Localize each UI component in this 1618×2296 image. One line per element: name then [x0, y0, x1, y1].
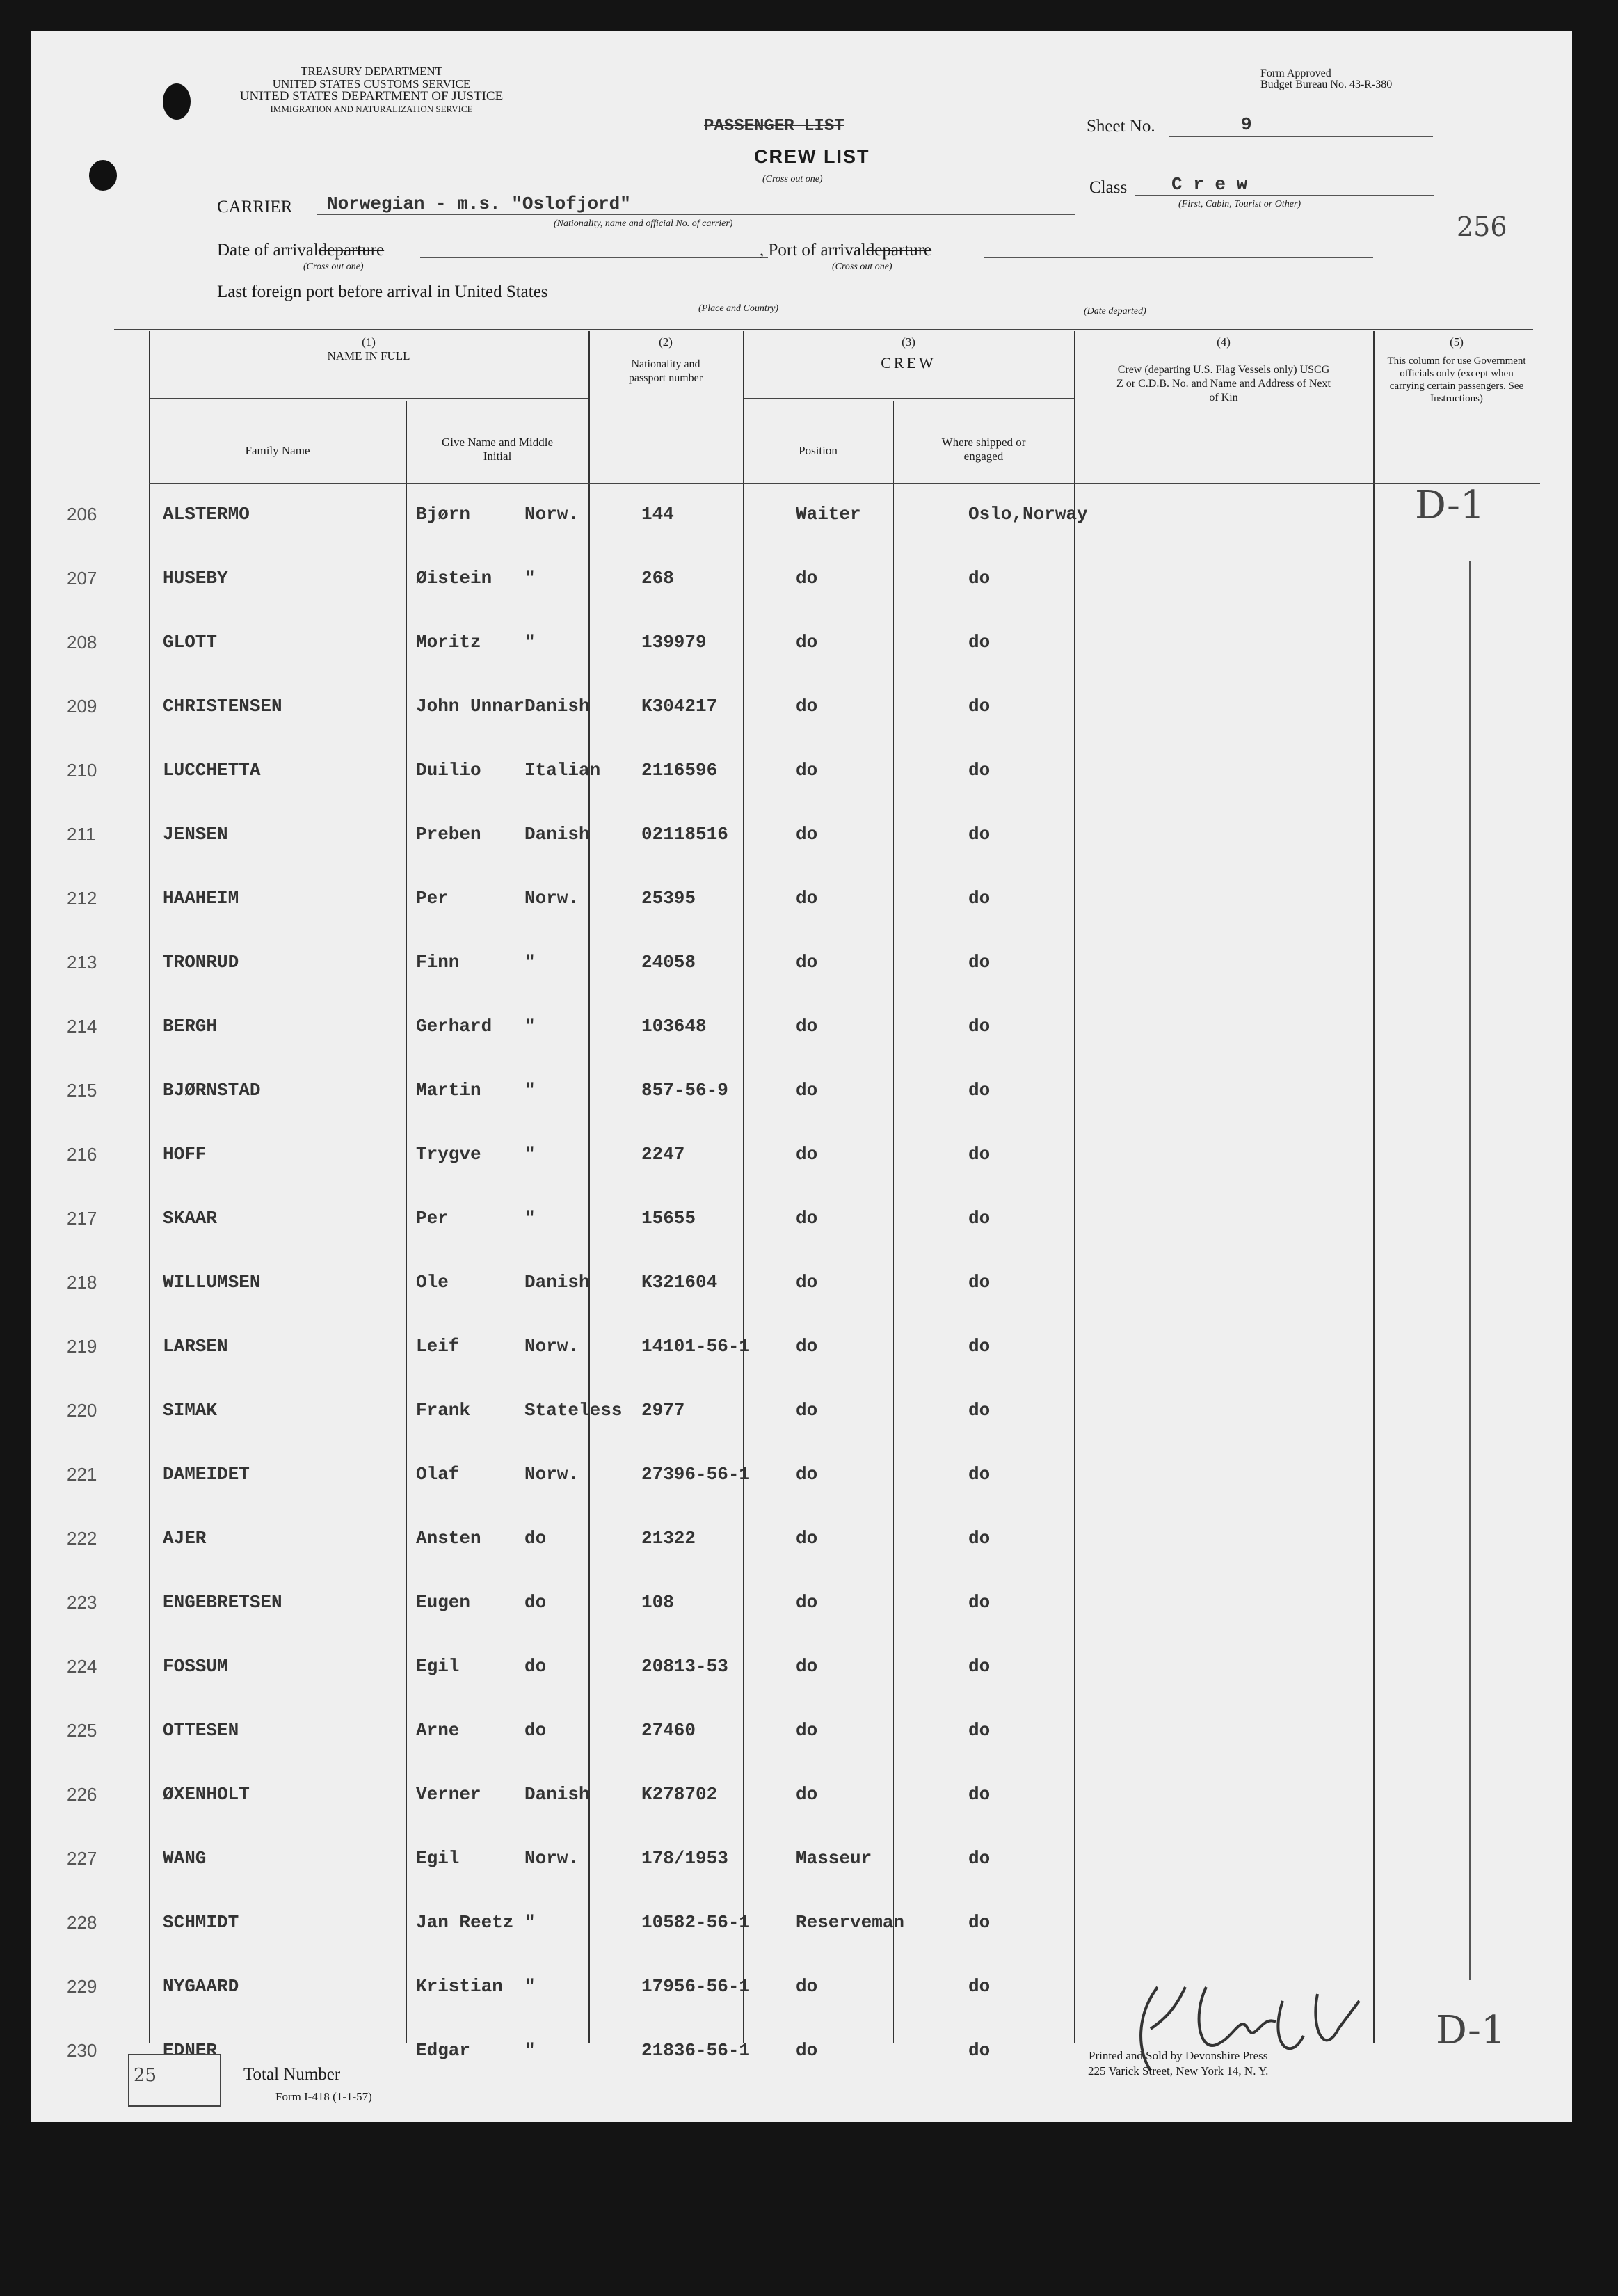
- table-row: [67, 1572, 1540, 1636]
- position: do: [796, 1592, 818, 1613]
- family-name: HAAHEIM: [163, 888, 239, 909]
- row-number: 221: [67, 1464, 97, 1485]
- row-number: 215: [67, 1080, 97, 1101]
- passport-number: 10582-56-1: [641, 1912, 751, 1933]
- where-engaged: do: [968, 1336, 991, 1357]
- row-number: 229: [67, 1976, 97, 1997]
- where-engaged: do: [968, 696, 991, 717]
- row-number: 207: [67, 568, 97, 589]
- row-number: 211: [67, 824, 96, 845]
- passport-number: 27396-56-1: [641, 1464, 751, 1485]
- given-name: Egil: [416, 1656, 460, 1677]
- row-number: 230: [67, 2040, 97, 2061]
- nationality: Italian: [524, 760, 601, 781]
- where-engaged: do: [968, 1080, 991, 1101]
- agency-line: UNITED STATES CUSTOMS SERVICE: [272, 77, 471, 90]
- row-number: 210: [67, 760, 97, 781]
- given-name: Trygve: [416, 1144, 481, 1165]
- nationality: ": [524, 2040, 536, 2061]
- nationality: Norw.: [524, 1336, 579, 1357]
- given-name: Arne: [416, 1720, 460, 1741]
- nationality: Norw.: [524, 504, 579, 525]
- where-engaged: do: [968, 632, 991, 653]
- family-name: BERGH: [163, 1016, 218, 1037]
- page-number: 256: [1457, 212, 1507, 242]
- position: do: [796, 1336, 818, 1357]
- crew-table: [67, 331, 1540, 2084]
- row-number: 226: [67, 1784, 97, 1805]
- family-name: SIMAK: [163, 1400, 218, 1421]
- nationality: Danish: [524, 1784, 590, 1805]
- carrier-hint: (Nationality, name and official No. of carrier): [554, 218, 733, 229]
- last-port-label: Last foreign port before arrival in United States: [217, 282, 548, 301]
- row-number: 225: [67, 1720, 97, 1741]
- given-name: Finn: [416, 952, 460, 973]
- passport-number: 178/1953: [641, 1848, 728, 1869]
- row-number: 220: [67, 1400, 97, 1421]
- position: do: [796, 1784, 818, 1805]
- nationality: Danish: [524, 1272, 590, 1293]
- given-name: Preben: [416, 824, 481, 845]
- table-row: [67, 1060, 1540, 1124]
- passport-number: 103648: [641, 1016, 707, 1037]
- family-name: WILLUMSEN: [163, 1272, 261, 1293]
- table-row: [67, 1700, 1540, 1764]
- row-number: 227: [67, 1848, 97, 1869]
- table-row: [67, 932, 1540, 996]
- nationality: ": [524, 952, 536, 973]
- table-row: [67, 1508, 1540, 1572]
- where-engaged: do: [968, 1208, 991, 1229]
- where-engaged: do: [968, 1912, 991, 1933]
- position: do: [796, 1720, 818, 1741]
- nationality: ": [524, 1016, 536, 1037]
- nationality: Danish: [524, 696, 590, 717]
- given-name: Verner: [416, 1784, 481, 1805]
- nationality: Norw.: [524, 1848, 579, 1869]
- sheet-label: Sheet No.: [1087, 117, 1155, 136]
- class-value: C r e w: [1171, 174, 1248, 195]
- agency-block: [239, 65, 504, 115]
- row-number: 216: [67, 1144, 97, 1165]
- where-engaged: do: [968, 952, 991, 973]
- position: do: [796, 1400, 818, 1421]
- nationality: ": [524, 1080, 536, 1101]
- given-name: Olaf: [416, 1464, 460, 1485]
- table-row: [67, 996, 1540, 1060]
- port-label: , Port of arrivaldeparture: [760, 241, 932, 260]
- table-row: [67, 1892, 1540, 1956]
- nationality: Stateless: [524, 1400, 623, 1421]
- col1-header: (1) NAME IN FULL: [327, 335, 410, 362]
- passport-number: K304217: [641, 696, 718, 717]
- passport-number: 857-56-9: [641, 1080, 728, 1101]
- family-name: DAMEIDET: [163, 1464, 250, 1485]
- where-engaged: do: [968, 1464, 991, 1485]
- family-name: FOSSUM: [163, 1656, 228, 1677]
- given-name: Frank: [416, 1400, 471, 1421]
- row-number: 214: [67, 1016, 97, 1037]
- row-number: 224: [67, 1656, 97, 1677]
- where-engaged: do: [968, 1656, 991, 1677]
- family-name: ENGEBRETSEN: [163, 1592, 282, 1613]
- family-name: CHRISTENSEN: [163, 696, 282, 717]
- family-name: NYGAARD: [163, 1976, 239, 1997]
- table-row: [67, 1316, 1540, 1380]
- class-label: Class: [1089, 178, 1128, 197]
- agency-line: TREASURY DEPARTMENT: [300, 65, 443, 78]
- family-name: EDNER: [163, 2040, 218, 2061]
- date-hint: (Cross out one): [303, 262, 364, 272]
- where-engaged: do: [968, 1720, 991, 1741]
- page-title: CREW LIST: [754, 146, 870, 167]
- table-row: [67, 1764, 1540, 1828]
- where-engaged: do: [968, 2040, 991, 2061]
- family-name: LARSEN: [163, 1336, 228, 1357]
- class-hint: (First, Cabin, Tourist or Other): [1178, 199, 1301, 209]
- passport-number: 144: [641, 504, 674, 525]
- position: do: [796, 632, 818, 653]
- position: do: [796, 1464, 818, 1485]
- row-number: 206: [67, 504, 97, 525]
- struck-title: PASSENGER LIST: [704, 117, 844, 136]
- position: do: [796, 1208, 818, 1229]
- col2-header: (2) Nationality and passport number: [628, 335, 703, 384]
- nationality: Norw.: [524, 888, 579, 909]
- position: do: [796, 696, 818, 717]
- nationality: ": [524, 1976, 536, 1997]
- passport-number: 139979: [641, 632, 707, 653]
- family-name: HOFF: [163, 1144, 207, 1165]
- family-name: ØXENHOLT: [163, 1784, 250, 1805]
- table-row: [67, 1444, 1540, 1508]
- ink-blot: [163, 83, 191, 120]
- table-row: [67, 1252, 1540, 1316]
- row-number: 228: [67, 1912, 97, 1933]
- table-row: [67, 868, 1540, 932]
- where-engaged: do: [968, 1272, 991, 1293]
- agency-line: IMMIGRATION AND NATURALIZATION SERVICE: [270, 104, 473, 114]
- table-row: [67, 484, 1540, 548]
- position: do: [796, 2040, 818, 2061]
- agency-line: UNITED STATES DEPARTMENT OF JUSTICE: [239, 89, 504, 104]
- position: do: [796, 952, 818, 973]
- given-name: Kristian: [416, 1976, 503, 1997]
- place-hint: (Place and Country): [698, 303, 779, 314]
- family-name: HUSEBY: [163, 568, 228, 589]
- position: Reserveman: [796, 1912, 905, 1933]
- passport-number: 2247: [641, 1144, 685, 1165]
- position: do: [796, 568, 818, 589]
- where-engaged: do: [968, 1976, 991, 1997]
- position: do: [796, 1080, 818, 1101]
- table-row: [67, 1124, 1540, 1188]
- given-name-header: Give Name and Middle Initial: [441, 436, 554, 463]
- family-name: WANG: [163, 1848, 207, 1869]
- given-name: Per: [416, 888, 449, 909]
- passport-number: 2116596: [641, 760, 718, 781]
- passport-number: K278702: [641, 1784, 718, 1805]
- table-top-rule: [114, 326, 1533, 330]
- position: do: [796, 1144, 818, 1165]
- where-engaged: do: [968, 1848, 991, 1869]
- family-name: SCHMIDT: [163, 1912, 239, 1933]
- position: do: [796, 824, 818, 845]
- col4-header: (4) Crew (departing U.S. Flag Vessels only) USCG Z or C.D.B. No. and Name and Address of Next of Kin: [1116, 335, 1331, 404]
- passport-number: 24058: [641, 952, 696, 973]
- sheet-value: 9: [1241, 114, 1252, 135]
- passport-number: 17956-56-1: [641, 1976, 751, 1997]
- table-row: [67, 740, 1540, 804]
- where-engaged: do: [968, 1592, 991, 1613]
- passport-number: 108: [641, 1592, 674, 1613]
- where-engaged: do: [968, 888, 991, 909]
- row-number: 212: [67, 888, 97, 909]
- nationality: ": [524, 1208, 536, 1229]
- where-engaged: do: [968, 1016, 991, 1037]
- given-name: Bjørn: [416, 504, 471, 525]
- position: Waiter: [796, 504, 861, 525]
- position: do: [796, 1272, 818, 1293]
- passport-number: 02118516: [641, 824, 728, 845]
- table-row: [67, 676, 1540, 740]
- family-name: ALSTERMO: [163, 504, 250, 525]
- form-number: Form I-418 (1-1-57): [275, 2090, 372, 2103]
- carrier-value: Norwegian - m.s. "Oslofjord": [327, 193, 631, 214]
- position: do: [796, 1976, 818, 1997]
- row-number: 219: [67, 1336, 97, 1357]
- table-row: [67, 804, 1540, 868]
- nationality: ": [524, 1144, 536, 1165]
- cross-out-hint: (Cross out one): [762, 174, 823, 184]
- given-name: Moritz: [416, 632, 481, 653]
- position: do: [796, 1528, 818, 1549]
- family-name: LUCCHETTA: [163, 760, 261, 781]
- passport-number: 27460: [641, 1720, 696, 1741]
- row-number: 223: [67, 1592, 97, 1613]
- where-engaged: do: [968, 568, 991, 589]
- passport-number: 268: [641, 568, 674, 589]
- given-name: Gerhard: [416, 1016, 492, 1037]
- where-engaged: do: [968, 1528, 991, 1549]
- row-number: 209: [67, 696, 97, 717]
- given-name: Ole: [416, 1272, 449, 1293]
- port-hint: (Cross out one): [832, 262, 892, 272]
- given-name: Egil: [416, 1848, 460, 1869]
- given-name: Ansten: [416, 1528, 481, 1549]
- given-name: John Unnar: [416, 696, 525, 717]
- given-name: Duilio: [416, 760, 481, 781]
- where-engaged: do: [968, 1144, 991, 1165]
- col5-header: (5) This column for use Government officials only (except when carrying certain passengers. See Instructions): [1387, 335, 1526, 404]
- family-name: OTTESEN: [163, 1720, 239, 1741]
- passport-number: 20813-53: [641, 1656, 728, 1677]
- total-box: [128, 2054, 221, 2107]
- form-approved: Form Approved Budget Bureau No. 43-R-380: [1260, 67, 1393, 90]
- ink-blot: [89, 160, 117, 191]
- passport-number: 15655: [641, 1208, 696, 1229]
- row-number: 217: [67, 1208, 97, 1229]
- printer-info: Printed and Sold by Devonshire Press 225 Varick Street, New York 14, N. Y.: [1088, 2049, 1269, 2078]
- given-name: Leif: [416, 1336, 460, 1357]
- position: do: [796, 760, 818, 781]
- family-name: AJER: [163, 1528, 207, 1549]
- nationality: do: [524, 1720, 547, 1741]
- passport-number: 2977: [641, 1400, 685, 1421]
- passport-number: 21836-56-1: [641, 2040, 751, 2061]
- family-name: BJØRNSTAD: [163, 1080, 261, 1101]
- nationality: do: [524, 1592, 547, 1613]
- passport-number: 14101-56-1: [641, 1336, 751, 1357]
- given-name: Martin: [416, 1080, 481, 1101]
- total-label: Total Number: [243, 2065, 341, 2084]
- family-name: JENSEN: [163, 824, 228, 845]
- where-engaged: do: [968, 1400, 991, 1421]
- table-row: [67, 1828, 1540, 1892]
- table-row: [67, 548, 1540, 612]
- given-name: Jan Reetz: [416, 1912, 514, 1933]
- handwritten-d1: D-1: [1415, 483, 1485, 528]
- passport-number: 25395: [641, 888, 696, 909]
- where-engaged: do: [968, 1784, 991, 1805]
- table-row: [67, 612, 1540, 676]
- col3-header: (3) CREW: [881, 335, 936, 372]
- nationality: do: [524, 1528, 547, 1549]
- row-number: 222: [67, 1528, 97, 1549]
- where-engaged: Oslo,Norway: [968, 504, 1088, 525]
- where-engaged: do: [968, 824, 991, 845]
- handwritten-line: [1469, 561, 1471, 1980]
- nationality: Norw.: [524, 1464, 579, 1485]
- date-departed-hint: (Date departed): [1084, 306, 1146, 317]
- document-page: [31, 31, 1572, 2122]
- row-number: 218: [67, 1272, 97, 1293]
- family-name: SKAAR: [163, 1208, 218, 1229]
- position: do: [796, 1016, 818, 1037]
- where-engaged: do: [968, 760, 991, 781]
- table-row: [67, 1636, 1540, 1700]
- rows-container: [67, 484, 1540, 2084]
- position: do: [796, 1656, 818, 1677]
- passport-number: 21322: [641, 1528, 696, 1549]
- family-name: TRONRUD: [163, 952, 239, 973]
- nationality: Danish: [524, 824, 590, 845]
- row-number: 208: [67, 632, 97, 653]
- table-row: [67, 1380, 1540, 1444]
- where-header: Where shipped or engaged: [941, 436, 1026, 463]
- nationality: ": [524, 568, 536, 589]
- carrier-label: CARRIER: [217, 198, 293, 216]
- handwritten-d1: D-1: [1436, 2008, 1506, 2053]
- given-name: Øistein: [416, 568, 492, 589]
- passport-number: K321604: [641, 1272, 718, 1293]
- date-label: Date of arrivaldeparture: [217, 241, 385, 260]
- row-number: 213: [67, 952, 97, 973]
- position-header: Position: [799, 444, 838, 457]
- position: do: [796, 888, 818, 909]
- total-value: 25: [134, 2065, 157, 2086]
- position: Masseur: [796, 1848, 872, 1869]
- nationality: ": [524, 1912, 536, 1933]
- given-name: Edgar: [416, 2040, 471, 2061]
- family-name-header: Family Name: [245, 444, 310, 457]
- family-name: GLOTT: [163, 632, 218, 653]
- nationality: do: [524, 1656, 547, 1677]
- given-name: Per: [416, 1208, 449, 1229]
- nationality: ": [524, 632, 536, 653]
- given-name: Eugen: [416, 1592, 471, 1613]
- table-row: [67, 1188, 1540, 1252]
